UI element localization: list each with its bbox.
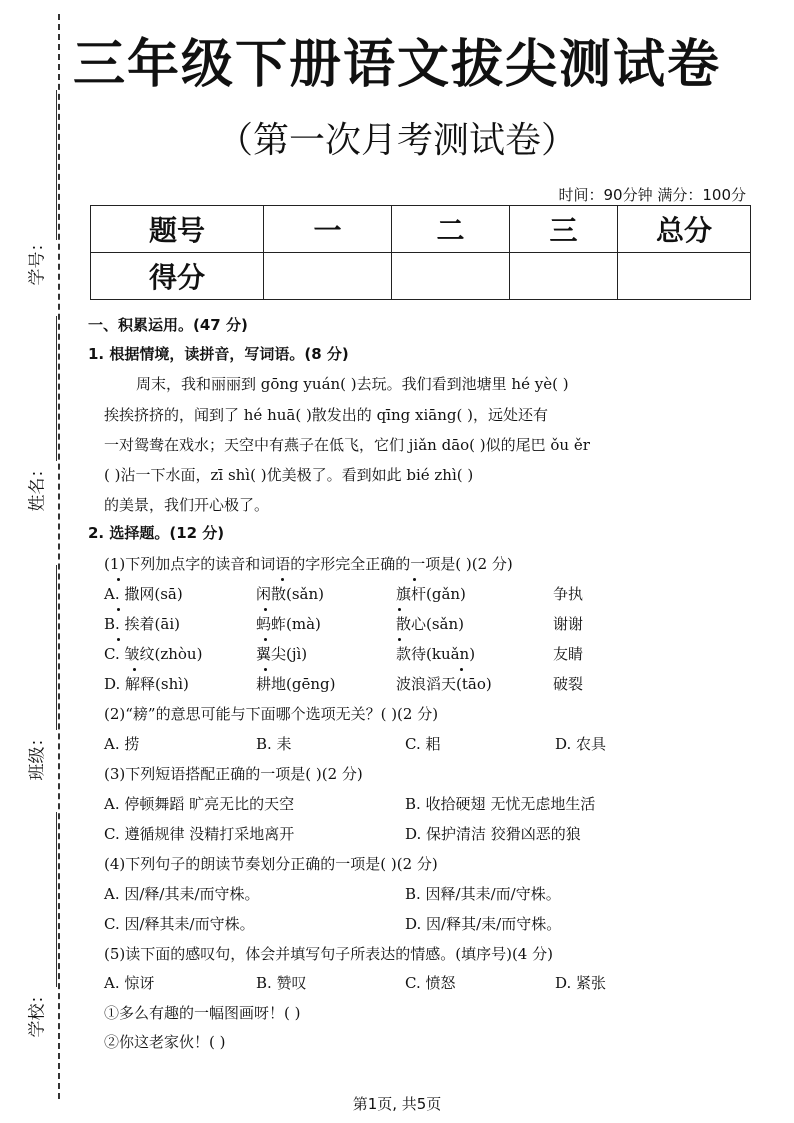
- score-table-cell: 得分: [91, 253, 264, 300]
- emphasis-dot: [264, 668, 267, 671]
- score-table-cell: 总分: [618, 206, 751, 253]
- question-1-heading: 1. 根据情境，读拼音，写词语。(8 分): [88, 345, 349, 363]
- option-cell: A. 撒网(sā): [104, 585, 183, 603]
- score-table-score-row: [91, 253, 751, 300]
- option-cell: 蚂蚱(mà): [256, 615, 321, 633]
- option-cell: A. 停顿舞蹈 旷亮无比的天空: [104, 795, 295, 813]
- score-table-cell: 一: [264, 206, 392, 253]
- score-input-cell[interactable]: [510, 253, 618, 300]
- emphasis-dot: [117, 578, 120, 581]
- option-cell: C. 遵循规律 没精打采地离开: [104, 825, 295, 843]
- option-cell: B. 因释/其耒/而/守株。: [405, 885, 561, 903]
- option-cell: D. 紧张: [555, 974, 607, 992]
- question-2-heading: 2. 选择题。(12 分): [88, 524, 225, 542]
- class-label: 班级：: [27, 729, 48, 781]
- question-1-line: 挨挨挤挤的，闻到了 hé huā( )散发出的 qīng xiāng( )，远处还有: [104, 406, 548, 424]
- class-field[interactable]: [20, 565, 54, 781]
- option-cell: 翼尖(jì): [256, 645, 308, 663]
- question-1-line: 一对鸳鸯在戏水；天空中有燕子在低飞，它们 jiǎn dāo( )似的尾巴 ǒu ěr: [104, 436, 590, 454]
- name-rule: [56, 316, 57, 461]
- fill-in-item: ②你这老家伙！( ): [104, 1033, 226, 1051]
- option-cell: D. 农具: [555, 735, 607, 753]
- score-input-cell[interactable]: [392, 253, 510, 300]
- emphasis-dot: [460, 668, 463, 671]
- sub-question-stem: (5)读下面的感叹句，体会并填写句子所表达的情感。(填序号)(4 分): [104, 945, 553, 963]
- emphasis-dot: [398, 638, 401, 641]
- option-cell: 耕地(gēng): [256, 675, 336, 693]
- sub-question-stem: (4)下列句子的朗读节奏划分正确的一项是( )(2 分): [104, 855, 438, 873]
- fill-in-item: ①多么有趣的一幅图画呀！( ): [104, 1004, 301, 1022]
- option-cell: 散心(sǎn): [396, 615, 465, 633]
- option-cell: B. 挨着(āi): [104, 615, 181, 633]
- emphasis-dot: [281, 578, 284, 581]
- school-rule: [56, 812, 57, 987]
- option-cell: D. 因/释其/耒/而守株。: [405, 915, 562, 933]
- option-cell: 争执: [553, 585, 584, 603]
- school-label: 学校：: [27, 986, 48, 1038]
- option-cell: C. 愤怒: [405, 974, 456, 992]
- score-table-header-row: [91, 206, 751, 253]
- question-1-line: 周末，我和丽丽到 gōng yuán( )去玩。我们看到池塘里 hé yè( ): [136, 375, 569, 393]
- option-cell: B. 耒: [256, 735, 292, 753]
- name-label: 姓名：: [27, 460, 48, 512]
- option-cell: 破裂: [553, 675, 584, 693]
- sub-question-stem: (1)下列加点字的读音和词语的字形完全正确的一项是( )(2 分): [104, 555, 513, 573]
- option-cell: D. 保护清洁 狡猾凶恶的狼: [405, 825, 581, 843]
- name-field[interactable]: [20, 316, 54, 516]
- page-footer: 第1页, 共5页: [352, 1095, 442, 1113]
- option-cell: 闲散(sǎn): [256, 585, 325, 603]
- option-cell: A. 捞: [104, 735, 140, 753]
- score-input-cell[interactable]: [618, 253, 751, 300]
- sub-question-stem: (3)下列短语搭配正确的一项是( )(2 分): [104, 765, 363, 783]
- score-table-cell: 三: [510, 206, 618, 253]
- class-rule: [56, 565, 57, 730]
- emphasis-dot: [117, 608, 120, 611]
- school-field[interactable]: [20, 812, 54, 1038]
- option-cell: 旗杆(gǎn): [396, 585, 466, 603]
- option-cell: 谢谢: [553, 615, 584, 633]
- exam-info: 时间：90分钟 满分：100分: [558, 186, 746, 204]
- option-cell: B. 收拾硬翅 无忧无虑地生活: [405, 795, 596, 813]
- student-id-label: 学号：: [27, 234, 48, 286]
- question-1-line: 的美景，我们开心极了。: [104, 496, 270, 514]
- option-cell: A. 惊讶: [104, 974, 155, 992]
- question-1-line: ( )沾一下水面，zī shì( )优美极了。看到如此 bié zhì( ): [104, 466, 474, 484]
- option-cell: C. 耜: [405, 735, 441, 753]
- option-cell: D. 解释(shì): [104, 675, 189, 693]
- option-cell: B. 赞叹: [256, 974, 307, 992]
- option-cell: A. 因/释/其耒/而守株。: [104, 885, 260, 903]
- option-cell: 款待(kuǎn): [396, 645, 476, 663]
- option-cell: 波浪滔天(tāo): [396, 675, 492, 693]
- binding-dashed-line: [58, 14, 60, 1099]
- emphasis-dot: [264, 608, 267, 611]
- option-cell: C. 皱纹(zhòu): [104, 645, 203, 663]
- section-heading: 一、积累运用。(47 分): [88, 316, 248, 334]
- score-table-cell: 二: [392, 206, 510, 253]
- emphasis-dot: [117, 638, 120, 641]
- option-cell: C. 因/释其耒/而守株。: [104, 915, 255, 933]
- emphasis-dot: [398, 608, 401, 611]
- score-table-cell: 题号: [91, 206, 264, 253]
- emphasis-dot: [264, 638, 267, 641]
- option-cell: 友睛: [553, 645, 584, 663]
- score-table: [90, 205, 751, 300]
- page-title: 三年级下册语文拔尖测试卷: [72, 35, 721, 95]
- emphasis-dot: [413, 578, 416, 581]
- sub-question-stem: (2)“耪”的意思可能与下面哪个选项无关？( )(2 分): [104, 705, 439, 723]
- page-subtitle: （第一次月考测试卷）: [216, 120, 577, 161]
- emphasis-dot: [133, 668, 136, 671]
- score-input-cell[interactable]: [264, 253, 392, 300]
